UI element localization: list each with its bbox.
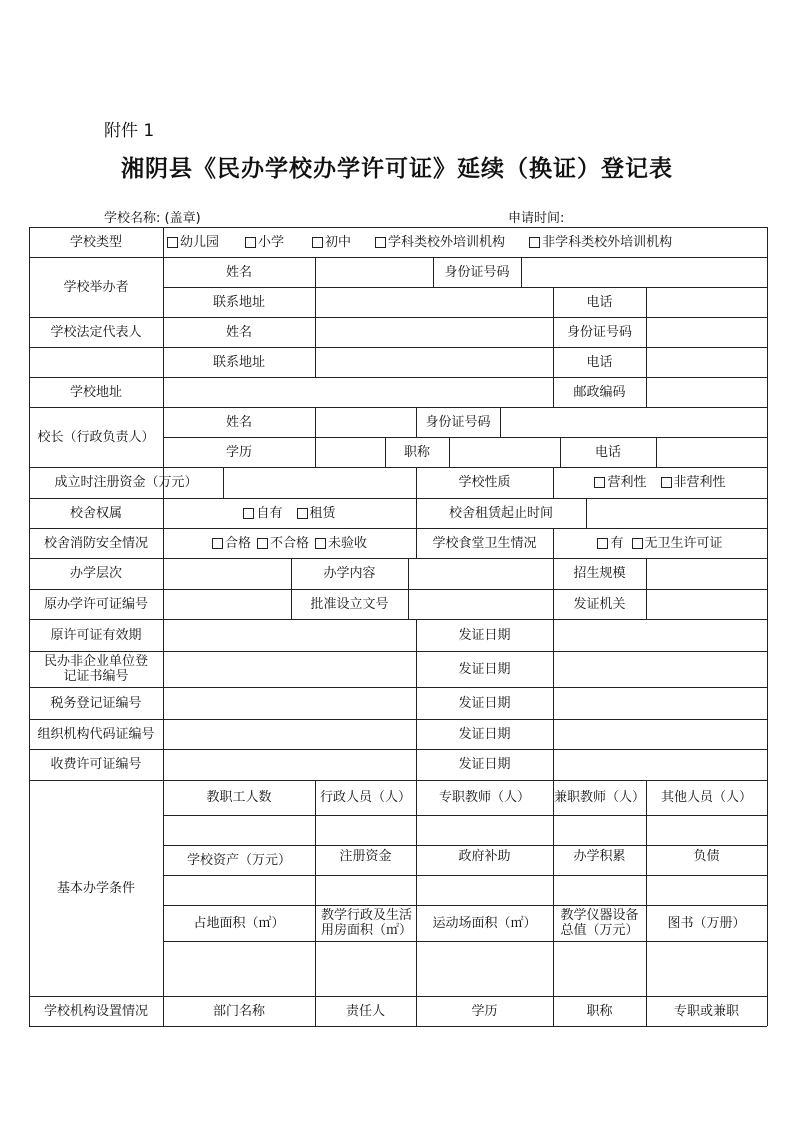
asset-header: 政府补助 xyxy=(458,848,511,864)
org-header: 部门名称 xyxy=(212,1003,265,1019)
principal-title-label: 职称 xyxy=(403,444,430,460)
validity-label: 原许可证有效期 xyxy=(50,627,142,643)
option-junior[interactable]: 初中 xyxy=(312,235,351,250)
checkbox-icon[interactable] xyxy=(297,508,308,519)
canteen-options xyxy=(553,528,767,558)
table-rule xyxy=(449,437,450,467)
school-nature-options xyxy=(553,467,767,498)
approval-doc-label: 批准设立文号 xyxy=(310,596,389,612)
table-rule xyxy=(315,257,316,317)
checkbox-icon[interactable] xyxy=(312,237,323,248)
content-label: 办学内容 xyxy=(323,566,376,581)
table-rule xyxy=(163,815,767,816)
staff-header: 其他人员（人） xyxy=(660,790,752,805)
area-header: 占地面积（㎡） xyxy=(193,915,285,931)
option-not-inspected[interactable]: 未验收 xyxy=(315,536,367,551)
school-name-label: 学校名称: (盖章) xyxy=(104,211,201,226)
option-owned[interactable]: 自有 xyxy=(243,506,282,521)
org-header: 职称 xyxy=(586,1003,613,1019)
asset-header: 注册资金 xyxy=(339,848,392,864)
legal-rep-name-label: 姓名 xyxy=(225,324,252,340)
sponsor-id-label: 身份证号码 xyxy=(444,264,510,280)
attachment-label: 附件 1 xyxy=(104,121,155,141)
area-header: 教学行政及生活用房面积（㎡） xyxy=(320,908,412,938)
sponsor-name-label: 姓名 xyxy=(225,264,252,280)
legal-rep-label: 学校法定代表人 xyxy=(50,324,142,340)
asset-header: 学校资产（万元） xyxy=(186,852,291,868)
table-rule xyxy=(315,780,316,1026)
lease-period-label: 校舍租赁起止时间 xyxy=(448,505,553,521)
capital-label: 成立时注册资金（万元） xyxy=(54,475,198,490)
canteen-label: 学校食堂卫生情况 xyxy=(432,535,537,551)
table-rule xyxy=(315,317,316,377)
fee-issue-date-label: 发证日期 xyxy=(458,757,511,772)
option-qualified[interactable]: 合格 xyxy=(212,536,251,551)
checkbox-icon[interactable] xyxy=(243,508,254,519)
option-kindergarten[interactable]: 幼儿园 xyxy=(167,235,219,250)
legal-rep-id-label: 身份证号码 xyxy=(566,324,632,340)
staff-header: 专职教师（人） xyxy=(438,790,530,805)
table-rule xyxy=(656,437,657,467)
issuing-authority-label: 发证机关 xyxy=(573,596,626,612)
school-type-options xyxy=(163,227,771,257)
ownership-label: 校舍权属 xyxy=(69,505,122,521)
checkbox-icon[interactable] xyxy=(167,237,178,248)
sponsor-phone-label: 电话 xyxy=(586,294,613,310)
table-rule xyxy=(163,875,767,876)
table-rule xyxy=(646,558,647,619)
table-rule xyxy=(646,287,647,317)
validity-issue-date-label: 发证日期 xyxy=(458,627,511,643)
staff-header: 兼职教师（人） xyxy=(553,790,645,805)
checkbox-icon[interactable] xyxy=(257,538,268,549)
checkbox-icon[interactable] xyxy=(632,538,643,549)
table-rule xyxy=(29,1026,767,1027)
old-license-label: 原办学许可证编号 xyxy=(43,596,148,612)
checkbox-icon[interactable] xyxy=(212,538,223,549)
option-non-subject-training[interactable]: 非学科类校外培训机构 xyxy=(529,235,672,250)
non-enterprise-issue-date-label: 发证日期 xyxy=(458,661,511,677)
asset-header: 办学积累 xyxy=(573,848,626,864)
checkbox-icon[interactable] xyxy=(529,237,540,248)
area-header: 运动场面积（㎡） xyxy=(432,915,537,931)
table-rule xyxy=(29,347,767,348)
school-address-label: 学校地址 xyxy=(69,384,122,400)
table-rule xyxy=(416,780,417,1026)
table-rule xyxy=(500,407,501,437)
checkbox-icon[interactable] xyxy=(375,237,386,248)
table-rule xyxy=(521,257,522,287)
sponsor-label: 学校举办者 xyxy=(63,279,129,295)
tax-label: 税务登记证编号 xyxy=(50,695,142,711)
principal-id-label: 身份证号码 xyxy=(425,414,491,430)
table-rule xyxy=(223,467,224,498)
sponsor-address-label: 联系地址 xyxy=(212,294,265,310)
org-code-label: 组织机构代码证编号 xyxy=(37,726,155,742)
fire-safety-label: 校舍消防安全情况 xyxy=(43,535,148,551)
legal-rep-phone-label: 电话 xyxy=(586,354,613,370)
table-rule xyxy=(163,941,767,942)
principal-label: 校长（行政负责人） xyxy=(37,429,155,445)
org-header: 学历 xyxy=(471,1003,498,1019)
table-rule xyxy=(767,227,768,1026)
principal-name-label: 姓名 xyxy=(225,414,252,430)
area-header: 教学仪器设备总值（万元） xyxy=(560,908,639,938)
option-profit[interactable]: 营利性 xyxy=(594,475,646,490)
org-structure-label: 学校机构设置情况 xyxy=(43,1003,148,1019)
option-has-license[interactable]: 有 xyxy=(597,536,623,551)
checkbox-icon[interactable] xyxy=(315,538,326,549)
checkbox-icon[interactable] xyxy=(661,477,672,488)
org-header: 责任人 xyxy=(345,1003,385,1019)
option-unqualified[interactable]: 不合格 xyxy=(257,536,309,551)
principal-phone-label: 电话 xyxy=(594,444,621,460)
table-rule xyxy=(315,407,316,467)
fire-safety-options xyxy=(163,528,416,558)
basic-conditions-label: 基本办学条件 xyxy=(56,880,135,896)
legal-rep-address-label: 联系地址 xyxy=(212,354,265,370)
apply-time-label: 申请时间: xyxy=(508,211,565,226)
staff-header: 教职工人数 xyxy=(206,790,272,805)
school-type-label: 学校类型 xyxy=(69,234,122,250)
page-title: 湘阴县《民办学校办学许可证》延续（换证）登记表 xyxy=(121,155,673,182)
level-label: 办学层次 xyxy=(69,566,122,581)
table-rule xyxy=(553,619,554,780)
table-rule xyxy=(553,780,554,1026)
table-rule xyxy=(586,498,587,528)
table-rule xyxy=(646,317,647,377)
fee-label: 收费许可证编号 xyxy=(50,757,142,772)
checkbox-icon[interactable] xyxy=(245,237,256,248)
checkbox-icon[interactable] xyxy=(597,538,608,549)
tax-issue-date-label: 发证日期 xyxy=(458,695,511,711)
option-no-license[interactable]: 无卫生许可证 xyxy=(632,536,723,551)
option-subject-training[interactable]: 学科类校外培训机构 xyxy=(375,235,505,250)
postcode-label: 邮政编码 xyxy=(573,384,626,400)
org-code-issue-date-label: 发证日期 xyxy=(458,726,511,742)
table-rule xyxy=(646,780,647,1026)
area-header: 图书（万册） xyxy=(667,915,746,931)
staff-header: 行政人员（人） xyxy=(319,790,411,805)
principal-education-label: 学历 xyxy=(225,444,252,460)
option-primary[interactable]: 小学 xyxy=(245,235,284,250)
scale-label: 招生规模 xyxy=(573,566,626,581)
asset-header: 负债 xyxy=(693,848,720,864)
org-header: 专职或兼职 xyxy=(673,1003,739,1019)
non-enterprise-label: 民办非企业单位登记证书编号 xyxy=(44,654,149,684)
table-rule xyxy=(408,558,409,619)
table-rule xyxy=(646,377,647,407)
ownership-options xyxy=(163,498,416,528)
school-nature-label: 学校性质 xyxy=(458,475,511,490)
checkbox-icon[interactable] xyxy=(594,477,605,488)
option-non-profit[interactable]: 非营利性 xyxy=(661,475,726,490)
option-leased[interactable]: 租赁 xyxy=(297,506,336,521)
